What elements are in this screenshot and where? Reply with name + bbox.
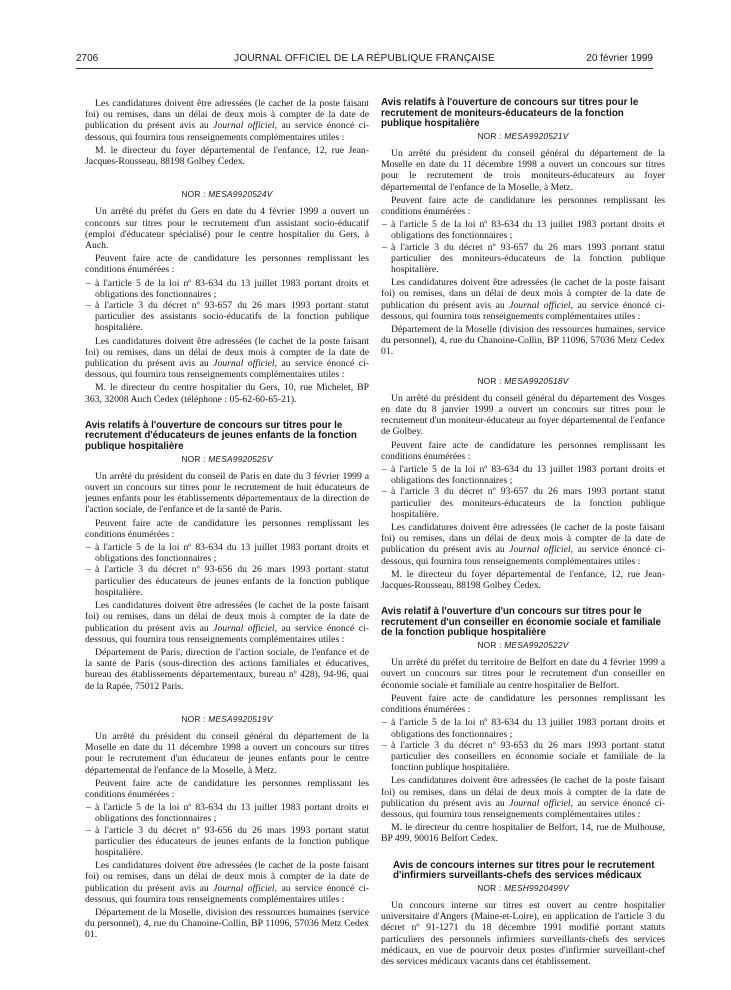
- paragraph: M. le directeur du foyer départemental de l'enfance, 12, rue Jean-Jacques-Rousseau, 88198 Golbey Cedex.: [85, 144, 369, 168]
- paragraph: Peuvent faire acte de candidature les personnes remplissant les conditions énumérées :: [85, 517, 369, 540]
- list-item: – à l'article 5 de la loi nº 83-634 du 13 juillet 1983 portant droits et obligations des fonctionnaires ;: [381, 464, 665, 486]
- paragraph: Département de la Moselle, division des ressources humaines (service du personnel), 4, rue du Chanoine-Collin, BP 11096, 57036 Metz Cedex 01.: [85, 906, 369, 941]
- list-item: – à l'article 3 du décret nº 93-657 du 26 mars 1993 portant statut particulier des assistants socio-éducatifs de la fonction publique hospitalière.: [85, 300, 369, 334]
- paragraph: Département de Paris, direction de l'action sociale, de l'enfance et de la santé de Paris (sous-direction des actions familiales et éducatives, bureau des établissements départementaux, bureau nº 428), 94-96, quai de la Rapée, 75012 Paris.: [85, 646, 369, 692]
- journal-title: JOURNAL OFFICIEL DE LA RÉPUBLIQUE FRANÇAISE: [234, 53, 495, 64]
- section-heading: Avis relatifs à l'ouverture de concours sur titres pour le recrutement d'éducateurs de jeunes enfants de la fonction publique hospitalière: [85, 419, 357, 453]
- paragraph: M. le directeur du centre hospitalier du Gers, 10, rue Michelet, BP 363, 32008 Auch Cedex (téléphone : 05-62-60-65-21).: [85, 382, 369, 405]
- paragraph: M. le directeur du centre hospitalier de Belfort, 14, rue de Mulhouse, BP 499, 90016 Belfort Cedex.: [381, 822, 665, 845]
- paragraph: Les candidatures doivent être adressées (le cachet de la poste faisant foi) ou remises, dans un délai de deux mois à compter de la date de publication du présent avis au Journal officiel, au service énoncé ci-dessous, qui fournira tous renseignements complémentaires utiles :: [381, 277, 665, 322]
- paragraph: Un arrêté du président du conseil général du département de la Moselle en date du 11 décembre 1998 a ouvert un concours sur titres pour le recrutement de trois moniteurs-éducateurs au foyer départemental de l'enfance de la Moselle, à Metz.: [381, 147, 665, 193]
- paragraph: Un arrêté du préfet du Gers en date du 4 février 1999 a ouvert un concours sur titres pour le recrutement d'un assistant socio-éducatif (emploi d'éducateur spécialisé) pour le centre hospitalier du Gers, à Auch.: [85, 206, 369, 252]
- nor-reference: NOR : MESA9920519V: [181, 713, 273, 724]
- page-number: 2706: [76, 53, 99, 64]
- list-item: – à l'article 3 du décret nº 93-657 du 26 mars 1993 portant statut particulier des moniteurs-éducateurs de la fonction publique hospitalière.: [381, 242, 665, 276]
- paragraph: Peuvent faire acte de candidature les personnes remplissant les conditions énumérées :: [85, 253, 369, 276]
- list-item: – à l'article 5 de la loi nº 83-634 du 13 juillet 1983 portant droits et obligations des fonctionnaires ;: [85, 802, 369, 824]
- paragraph: Les candidatures doivent être adressées (le cachet de la poste faisant foi) ou remises, dans un délai de deux mois à compter de la date de publication du présent avis au Journal officiel, au service énoncé ci-dessous, qui fournira tous renseignements complémentaires utiles :: [85, 600, 369, 645]
- right-column: [381, 98, 665, 969]
- paragraph: Peuvent faire acte de candidature les personnes remplissant les conditions énumérées :: [381, 692, 665, 716]
- list-item: – à l'article 3 du décret nº 93-656 du 26 mars 1993 portant statut particulier des éducateurs de jeunes enfants de la fonction publique hospitalière.: [85, 825, 369, 859]
- paragraph: Un arrêté du président du conseil général du département de la Moselle en date du 11 décembre 1998 a ouvert un concours sur titres pour le recrutement d'un éducateur de jeunes enfants pour le centre départemental de l'enfance de la Moselle, à Metz.: [85, 730, 369, 776]
- paragraph: Les candidatures doivent être adressées (le cachet de la poste faisant foi) ou remises, dans un délai de deux mois à compter de la date de publication du présent avis au Journal officiel, au service énoncé ci-dessous, qui fournira tous renseignements complémentaires utiles :: [381, 775, 665, 820]
- conditions-list: [85, 542, 369, 598]
- paragraph: M. le directeur du foyer départemental de l'enfance, 12, rue Jean-Jacques-Rousseau, 88198 Golbey Cedex.: [381, 568, 665, 592]
- paragraph: Peuvent faire acte de candidature les personnes remplissant les conditions énumérées :: [381, 439, 665, 462]
- list-item: – à l'article 3 du décret nº 93-657 du 26 mars 1993 portant statut particulier des moniteurs-éducateurs de la fonction publique hospitalière.: [381, 486, 665, 520]
- section-heading: Avis relatif à l'ouverture d'un concours sur titres pour le recrutement d'un conseiller en économie sociale et familiale de la fonction publique hospitalière: [381, 606, 662, 639]
- paragraph: Peuvent faire acte de candidature les personnes remplissant les conditions énumérées :: [85, 777, 369, 800]
- issue-date: 20 février 1999: [586, 53, 653, 64]
- page-header: [76, 52, 653, 69]
- paragraph: Les candidatures doivent être adressées (le cachet de la poste faisant foi) ou remises, dans un délai de deux mois à compter de la date de publication du présent avis au Journal officiel, au service énoncé ci-dessous, qui fournira tous renseignements complémentaires utiles :: [381, 522, 665, 567]
- nor-reference: NOR : MESA9920522V: [477, 640, 569, 651]
- paragraph: Département de la Moselle (division des ressources humaines, service du personnel), 4, rue du Chanoine-Collin, BP 11096, 57036 Metz Cedex 01.: [381, 324, 665, 358]
- paragraph: Les candidatures doivent être adressées (le cachet de la poste faisant foi) ou remises, dans un délai de deux mois à compter de la date de publication du présent avis au Journal officiel, au service énoncé ci-dessous, qui fournira tous renseignements complémentaires utiles :: [85, 860, 369, 905]
- list-item: – à l'article 5 de la loi nº 83-634 du 13 juillet 1983 portant droits et obligations des fonctionnaires ;: [85, 278, 369, 300]
- conditions-list: [381, 717, 665, 773]
- conditions-list: [85, 802, 369, 858]
- list-item: – à l'article 5 de la loi nº 83-634 du 13 juillet 1983 portant droits et obligations des fonctionnaires ;: [85, 542, 369, 564]
- paragraph: Les candidatures doivent être adressées (le cachet de la poste faisant foi) ou remises, dans un délai de deux mois à compter de la date de publication du présent avis au Journal officiel, au service énoncé ci-dessous, qui fournira tous renseignements complémentaires utiles :: [85, 98, 369, 143]
- list-item: – à l'article 5 de la loi nº 83-634 du 13 juillet 1983 portant droits et obligations des fonctionnaires ;: [381, 219, 665, 241]
- left-column: [85, 98, 369, 943]
- paragraph: Un arrêté du président du conseil général du département des Vosges en date du 8 janvier 1999 a ouvert un concours sur titres pour le recrutement d'un moniteur-éducateur au foyer départemental de l'enfance de Golbey.: [381, 392, 665, 438]
- conditions-list: [381, 464, 665, 520]
- paragraph: Un arrêté du président du conseil de Paris en date du 3 février 1999 a ouvert un concours sur titres pour le recrutement de huit éducateurs de jeunes enfants pour les établissements départementaux de la direction de l'action sociale, de l'enfance et de la santé de Paris.: [85, 470, 369, 516]
- conditions-list: [381, 219, 665, 275]
- nor-reference: NOR : MESA9920525V: [181, 453, 273, 464]
- nor-reference: NOR : MESA9920521V: [477, 130, 569, 141]
- list-item: – à l'article 5 de la loi nº 83-634 du 13 juillet 1983 portant droits et obligations des fonctionnaires ;: [381, 717, 665, 739]
- paragraph: Peuvent faire acte de candidature les personnes remplissant les conditions énumérées :: [381, 194, 665, 217]
- list-item: – à l'article 3 du décret nº 93-656 du 26 mars 1993 portant statut particulier des éducateurs de jeunes enfants de la fonction publique hospitalière.: [85, 564, 369, 598]
- conditions-list: [85, 278, 369, 334]
- paragraph: Un concours interne sur titres est ouvert au centre hospitalier universitaire d'Angers (Maine-et-Loire), en application de l'article 3 du décret nº 91-1271 du 18 décembre 1991 modifié portant statuts particuliers des personnels infirmiers surveillants-chefs des services médicaux, en vue de pourvoir deux postes d'infirmier surveillant-chef des services médicaux vacants dans cet établissement.: [381, 899, 665, 967]
- list-item: – à l'article 3 du décret nº 93-653 du 26 mars 1993 portant statut particulier des conseillers en économie sociale et familiale de la fonction publique hospitalière.: [381, 740, 665, 774]
- section-heading: Avis relatifs à l'ouverture de concours sur titres pour le recrutement de moniteurs-éducateurs de la fonction publique hospitalière: [381, 97, 639, 130]
- paragraph: Les candidatures doivent être adressées (le cachet de la poste faisant foi) ou remises, dans un délai de deux mois à compter de la date de publication du présent avis au Journal officiel, au service énoncé ci-dessous, qui fournira tous renseignements complémentaires utiles :: [85, 335, 369, 381]
- section-heading: Avis de concours internes sur titres pour le recrutement d'infirmiers surveillants-chefs des services médicaux: [393, 859, 655, 882]
- nor-reference: NOR : MESA9920524V: [181, 189, 273, 200]
- paragraph: Un arrêté du préfet du territoire de Belfort en date du 4 février 1999 a ouvert un concours sur titres pour le recrutement d'un conseiller en économie sociale et familiale au centre hospitalier de Belfort.: [381, 657, 665, 691]
- nor-reference: NOR : MESH9920499V: [477, 882, 569, 893]
- nor-reference: NOR : MESA9920518V: [477, 375, 569, 386]
